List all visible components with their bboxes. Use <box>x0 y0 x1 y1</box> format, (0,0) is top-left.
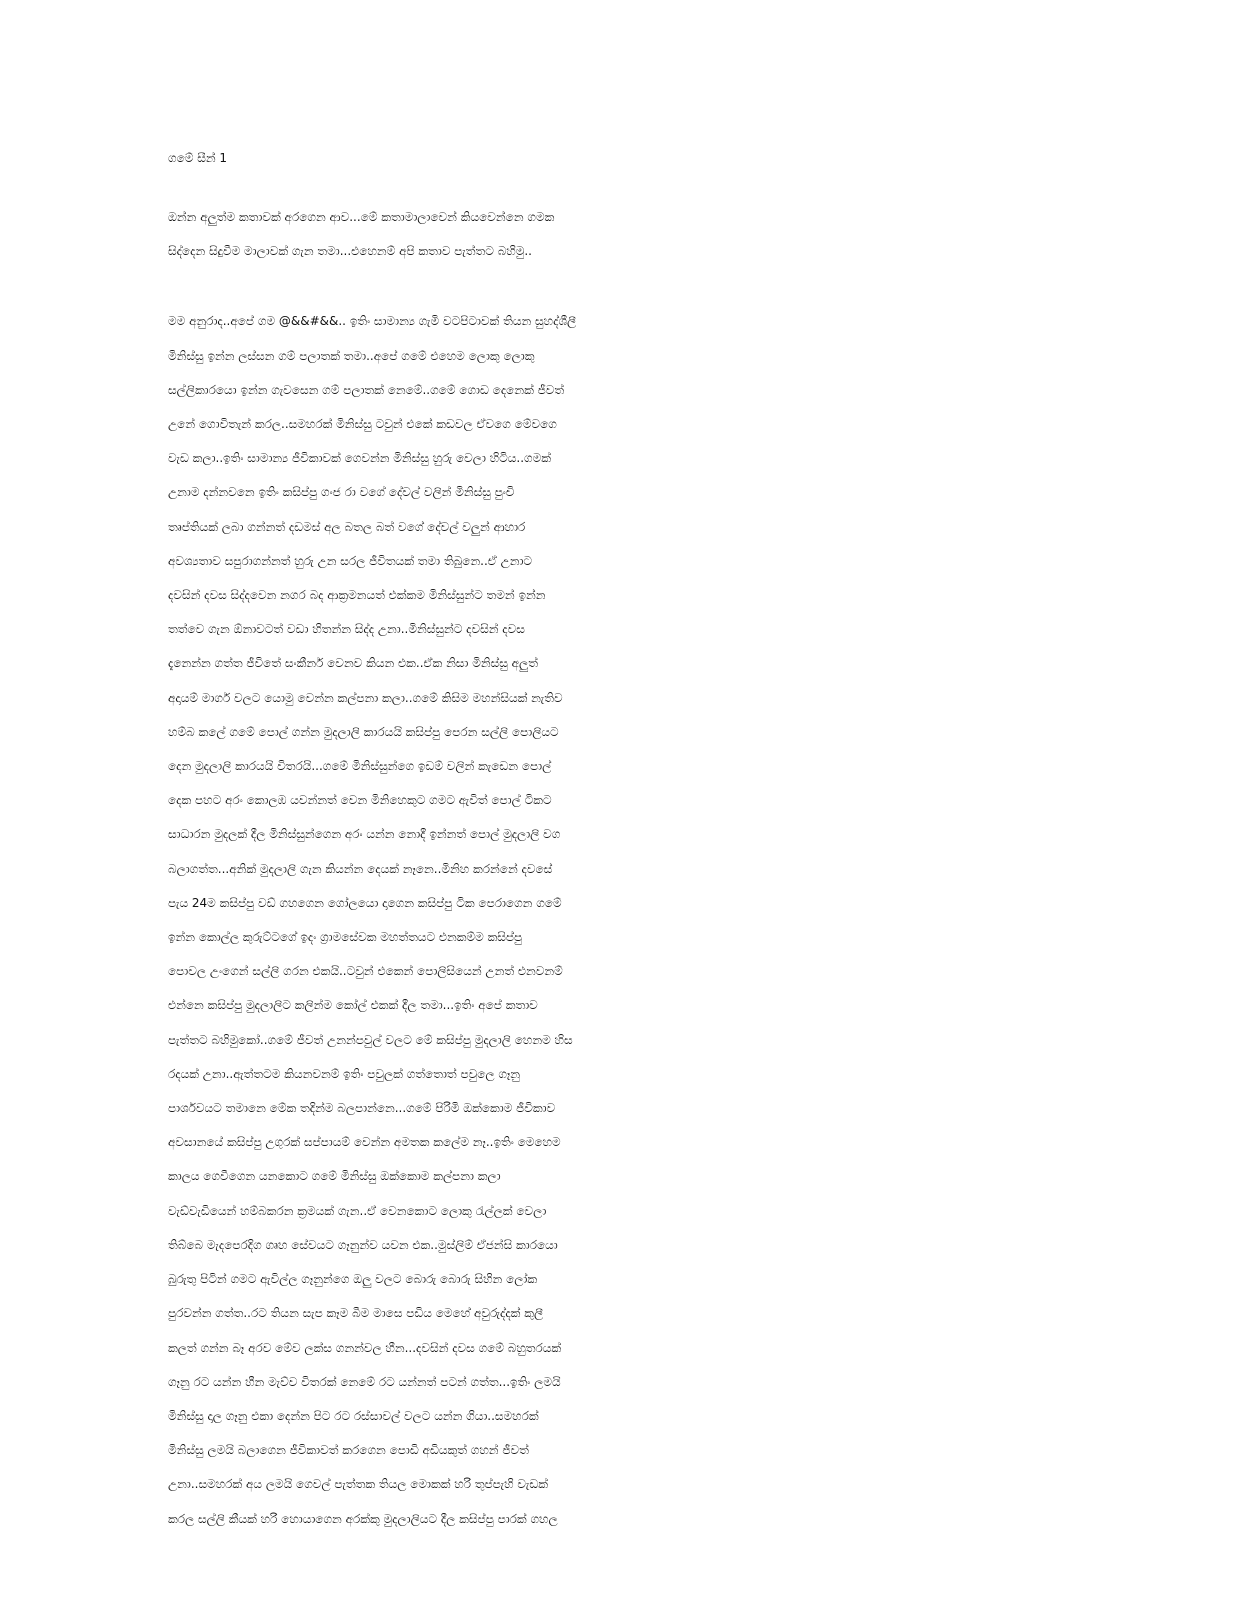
text-line: තත්වෙ ගැන ඕනාවටත් වඩා හිතන්න සිද්ද උනා..මිනිස්සුන්ට දවසින් දවස <box>168 622 525 637</box>
intro-paragraph <box>168 200 1068 268</box>
text-line: සල්ලිකාරයො ඉන්න ගැවසෙන ගම් පලාතක් නෙමේ..ගමේ ගොඩ දෙනෙක් ජීවත් <box>168 382 565 397</box>
text-line: ඉන්න කොල්ල කුරුට්ටගේ ඉදං ග්‍රාමසේවක මහත්තයට එනකම්ම කසිප්පු <box>168 930 523 945</box>
text-line: අවසානයේ කසිප්පු උගුරක් සප්පායම් වෙන්න අමතක කලේම නෑ..ඉතිං මෙහෙම <box>168 1135 561 1150</box>
text-line: පුරවන්න ගත්ත..රට තියන සැප කෑම බීම මාසෙ පඩිය මෙහේ අවුරුද්දක් කුලී <box>168 1306 544 1321</box>
text-line: බුරුතු පිටින් ගමට ඇවිල්ල ගෑනුන්ගෙ ඔලු වලට බොරු බොරු සිහින ලෝක <box>168 1272 538 1287</box>
text-line: කලත් ගන්න බෑ අරව මේව ලක්ස ගනන්වල හීන...දවසින් දවස ගමේ බහුතරයක් <box>168 1340 562 1355</box>
text-line: දෙන මුදලාලි කාරයයි විතරයි...ගමේ මිනිස්සුන්ගෙ ඉඩම් වලින් කැඩෙන පොල් <box>168 759 552 774</box>
text-line: ඔන්න අලුත්ම කතාවක් අරගෙන ආව...මේ කතාමාලාවෙන් කියවෙන්නෙ ගමක <box>168 210 555 224</box>
text-line: හම්බ කලේ ගමේ පොල් ගන්න මුදලාලි කාරයයි කසිප්පු පෙරන සල්ලි පොලියට <box>168 724 559 739</box>
text-line: උනා..සමහරක් අය ලමයි ගෙවල් පැත්තක තියල මොකක් හරි තුප්පැහි වැඩක් <box>168 1477 549 1492</box>
text-line: දැනෙන්න ගත්ත ජීවිතේ සංකීර්න වෙනව කියන එක..ඒක නිසා මිනිස්සු අලුත් <box>168 656 538 671</box>
text-line: ගෑනු රට යන්න හීන මැව්ව විතරක් නෙමේ රට යන්නත් පටන් ගත්ත...ඉතිං ලමයි <box>168 1374 561 1389</box>
text-line: මිනිස්සු ඉන්න ලස්සන ගම් පලාතක් තමා..අපේ ගමේ එහෙම ලොකු ලොකු <box>168 348 535 363</box>
document-title: ගමේ සීන් 1 <box>168 151 228 165</box>
text-line: කාලය ගෙවීගෙන යනකොට ගමේ මිනිස්සු ඔක්කොම කල්පනා කලා <box>168 1169 501 1184</box>
text-line: බලාගත්ත...අනික් මුදලාලි ගැන කියන්න දෙයක් නෑනෙ..මිනිහ කරන්නේ දවසේ <box>168 861 553 876</box>
document-body <box>168 140 1068 1572</box>
text-line: මම අනුරාද..අපේ ගම @&&#&&.. ඉතිං සාමාන්‍ය ගැමි වටපිටාවක් තියන සුහද්ශීලී <box>168 314 577 329</box>
text-line: සාධාරන මුදලක් දීල මිනිස්සුන්ගෙන අරං යන්න නොදී ඉන්නත් පොල් මුදලාලි වග <box>168 827 561 842</box>
text-line: පැත්තට බහිමුකෝ..ගමේ ජීවත් උනන්පවුල් වලට මේ කසිප්පු මුදලාලි හෙනම හිස <box>168 1032 573 1047</box>
text-line: පාර්ශවයට තමානෙ මේක තදින්ම බලපාන්නෙ...ගමේ පිරිමි ඔක්කොම ජීවිකාව <box>168 1101 556 1116</box>
text-line: එන්නෙ කසිප්පු මුදලාලිට කලින්ම කෝල් එකක් දීල තමා...ඉතිං අපේ කතාව <box>168 998 538 1013</box>
text-line: අවශ්‍යතාව සපුරාගන්නත් හුරු උන සරල ජීවිතයක් තමා තිබුනෙ..ඒ උනාට <box>168 553 533 568</box>
text-line: දෙක පහට අරං කොලඹ යවන්නත් වෙන මිනිහෙකුට ගමට ඇවිත් පොල් ටිකට <box>168 793 552 808</box>
text-line: වැඩ්වැඩියෙන් හම්බකරන ක්‍රමයක් ගැන..ඒ වෙනකොට ලොකු රැල්ලක් වෙලා <box>168 1203 547 1218</box>
text-line: වැඩ කලා..ඉතිං සාමාන්‍ය ජීවිකාවක් ගෙවන්න මිනිස්සු හුරු වෙලා හිටිය..ගමක් <box>168 451 551 466</box>
text-line: දවසින් දවස සිද්දවෙන නගර බද ආක්‍රමනයත් එක්කම මිනිස්සුන්ට තමන් ඉන්න <box>168 588 546 603</box>
text-line: පොවල උංගෙන් සල්ලි ගරන එකයි..ටවුන් එකෙන් පොලිසියෙන් උනත් එනවනම් <box>168 964 563 979</box>
text-line: සිද්දෙන සිදුවීම මාලාවක් ගැන තමා...එහෙනම් අපි කතාව පැත්තට බහිමු.. <box>168 244 532 259</box>
text-line: උනේ ගොවිතැන් කරල..සමහරක් මිනිස්සු ටවුන් එකේ කඩවල ඒවගෙ මේවගෙ <box>168 417 557 432</box>
text-line: පැය 24ම කසිප්පු වඩ් ගහගෙන ගෝලයො දාගෙන කසිප්පු ටික පෙරාගෙන ගමේ <box>168 895 562 910</box>
story-paragraph <box>168 304 1068 1535</box>
text-line: කරල සල්ලි කීයක් හරි හොයාගෙන අරක්කු මුදලාලියට දීල කසිප්පු පාරක් ගහල <box>168 1511 558 1526</box>
text-line: උනාම දන්නවනෙ ඉතිං කසිප්පු ගංජ රා වගේ දේවල් වලින් මිනිස්සු පුංචි <box>168 485 515 500</box>
text-line: තෘප්තියක් ලබා ගන්නත් දඩමස් අල බතල බත් වගේ දේවල් වලුන් ආහාර <box>168 519 526 534</box>
text-line: රදයක් උනා..ඇත්තටම කියනවනම් ඉතිං පවුලක් ගත්තොත් පවුලෙ ගෑනු <box>168 1066 521 1081</box>
text-line: තිබ්බෙ මැදපෙරදිග ගෘහ සේවයට ගෑනුන්ව යවන එක..මුස්ලිම් ඒජන්සි කාරයො <box>168 1237 558 1252</box>
text-line: මිනිස්සු දාල ගෑනු එකා දෙන්න පිට රට රස්සාවල් වලට යන්න ගියා..සමහරක් <box>168 1408 539 1423</box>
text-line: අදායම් මාර්ග වලට යොමු වෙන්න කල්පනා කලා..ගමේ කිසිම මහන්සියක් නැතිව <box>168 690 563 705</box>
text-line: මිනිස්සු ලමයි බලාගෙන ජීවිකාවත් කරගෙන පොඩි අඩියකුත් ගහන් ජීවත් <box>168 1443 529 1458</box>
